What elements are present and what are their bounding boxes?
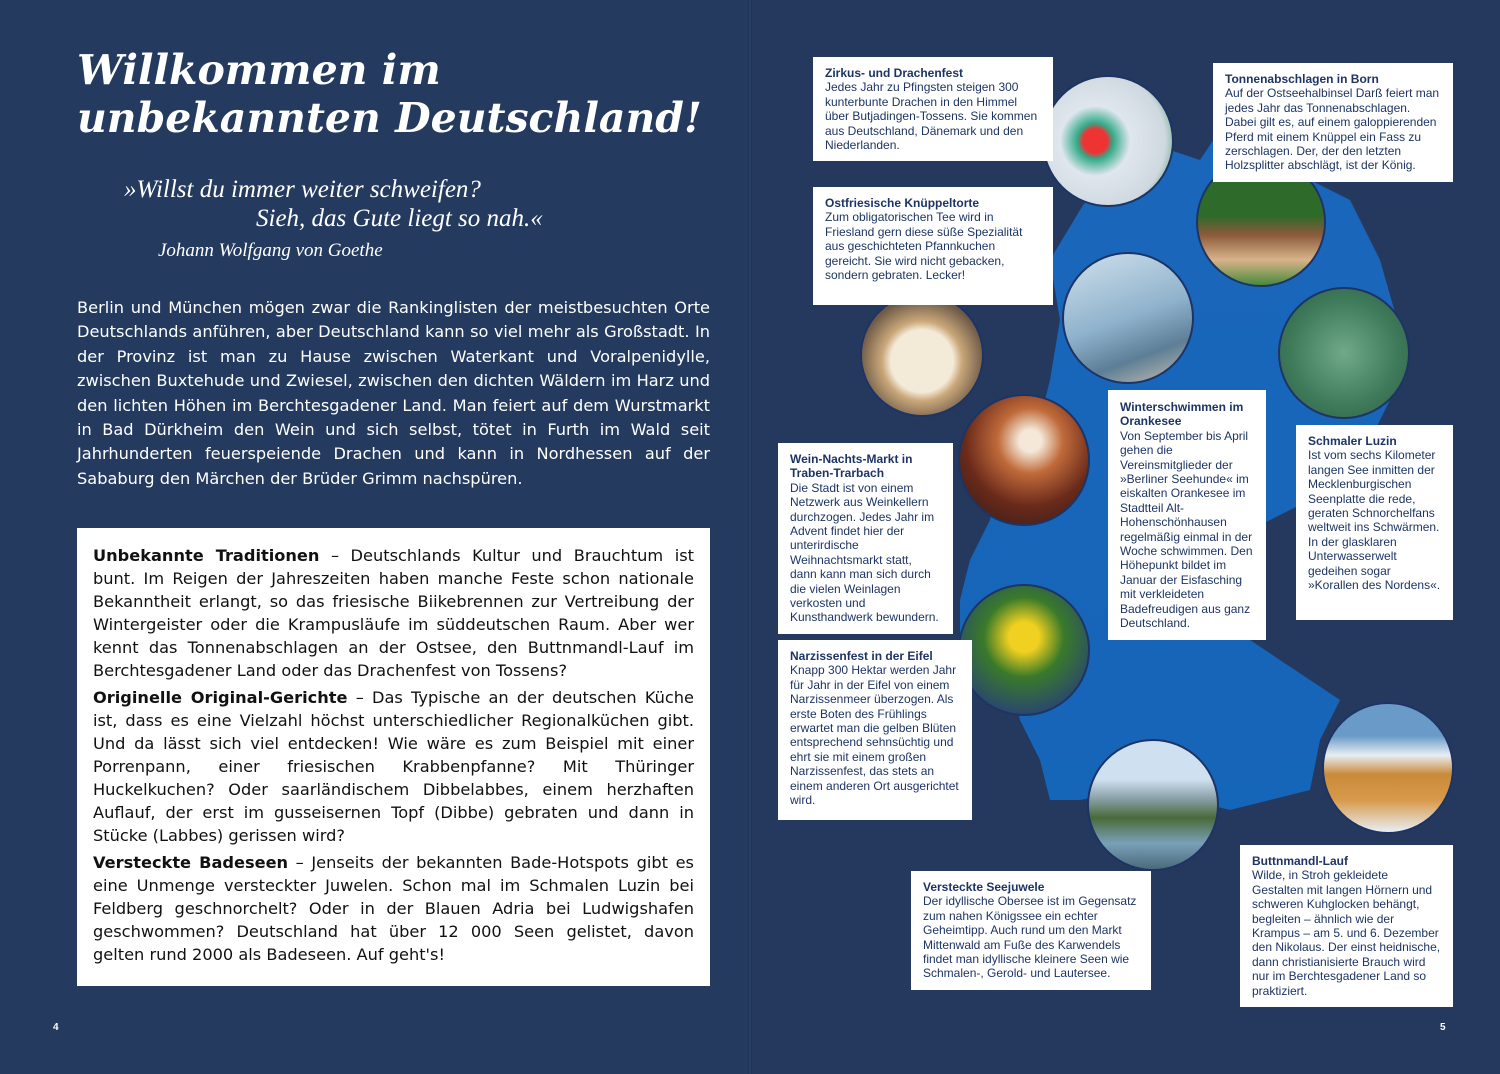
- card-schmaler-luzin: [1296, 425, 1453, 620]
- quote-line-2: Sieh, das Gute liegt so nah.«: [256, 205, 543, 232]
- info-heading: Originelle Original-Gerichte: [93, 688, 348, 707]
- info-paragraph: [93, 544, 694, 682]
- obersee-photo: [1087, 739, 1219, 871]
- card-title: Zirkus- und Drachenfest: [825, 66, 964, 80]
- card-wine-christmas-market: [778, 443, 953, 634]
- card-text: Zum obligatorischen Tee wird in Friesland gern diese süße Spezialität aus geschichteten Pfannkuchen gereicht. Sie wird nicht gebacken, sondern gebraten. Lecker!: [825, 210, 1023, 283]
- card-title: Wein-Nachts-Markt in Traben-Trarbach: [790, 452, 913, 481]
- card-title: Schmaler Luzin: [1308, 434, 1397, 448]
- info-box: [77, 528, 710, 986]
- page-title: [77, 46, 702, 142]
- card-daffodil-festival: [778, 640, 972, 820]
- card-text: Wilde, in Stroh gekleidete Gestalten mit langen Hörnern und schweren Kuhglocken behängt, begleiten – ähnlich wie der Krampus – am 5. und 6. Dezember den Nikolaus. Der einst heidnische, dann christianisierte Brauch wird nur im Berchtesgadener Land so praktiziert.: [1252, 868, 1441, 998]
- card-winter-swimming: [1108, 390, 1266, 640]
- card-kite-festival: [813, 57, 1053, 161]
- page-number: 5: [1440, 1022, 1446, 1033]
- title-line-2: unbekannten Deutschland!: [77, 94, 702, 142]
- kite-festival-photo: [1042, 75, 1174, 207]
- card-text: Ist vom sechs Kilometer langen See inmitten der Mecklenburgischen Seenplatte die rede, geraten Schnorchelfans weltweit ins Schwärmen. In der glasklaren Unterwasserwelt gedeihen sogar »Korallen des Nordens«.: [1308, 448, 1441, 593]
- card-hidden-lakes: [911, 871, 1151, 990]
- card-text: Knapp 300 Hektar werden Jahr für Jahr in der Eifel von einem Narzissenmeer überzogen. Als erste Boten des Frühlings erwartet man die gelben Blüten entsprechend sehnsüchtig und ehrt sie mit einem großen Narzissenfest, das stets an einem anderen Ort ausgerichtet wird.: [790, 663, 959, 808]
- card-title: Winterschwimmen im Orankesee: [1120, 400, 1244, 429]
- card-buttnmandl: [1240, 845, 1453, 1007]
- card-text: Jedes Jahr zu Pfingsten steigen 300 kunterbunte Drachen in den Himmel über Butjadingen-Tossens. Sie kommen aus Deutschland, Dänemark und den Niederlanden.: [825, 80, 1038, 153]
- card-kueppeltorte: [813, 187, 1053, 305]
- card-text: Von September bis April gehen die Vereinsmitglieder der »Berliner Seehunde« im eiskalten Orankesee im Stadtteil Alt-Hohenschönhausen regelmäßig einmal in der Woche schwimmen. Den Höhepunkt bildet im Januar der Eisfasching mit verkleideten Badefreudigen aus ganz Deutschland.: [1120, 428, 1253, 631]
- card-title: Buttnmandl-Lauf: [1252, 854, 1348, 868]
- page-number: 4: [53, 1022, 59, 1033]
- card-title: Tonnenabschlagen in Born: [1225, 72, 1379, 86]
- card-title: Narzissenfest in der Eifel: [790, 649, 933, 663]
- info-text: – Das Typische an der deutschen Küche ist, dass es eine Vielzahl höchst unterschiedlicher Regionalküchen gibt. Und da lässt sich viel entdecken! Wie wäre es zum Beispiel mit einer Porrenpann, einer friesischen Krabbenpfanne? Mit Thüringer Huckelkuchen? Oder saarländischem Dibbelabbes, einem herzhaften Auflauf, der erst im gusseisernen Topf (Dibbe) gebraten und dann in Stücke (Labbes) gerissen wird?: [93, 688, 695, 845]
- card-text: Die Stadt ist von einem Netzwerk aus Weinkellern durchzogen. Jedes Jahr im Advent findet hier der unterirdische Weihnachtsmarkt statt, dann kann man sich durch die vielen Weinlagen verkosten und Kunsthandwerk bewundern.: [790, 480, 939, 625]
- quote-author: Johann Wolfgang von Goethe: [158, 240, 383, 261]
- schmaler-luzin-photo: [1278, 287, 1410, 419]
- info-heading: Versteckte Badeseen: [93, 853, 289, 872]
- info-paragraph: [93, 686, 694, 847]
- daffodil-photo: [958, 584, 1090, 716]
- right-page: [750, 0, 1500, 1074]
- kueppeltorte-photo: [860, 293, 984, 417]
- card-text: Auf der Ostseehalbinsel Darß feiert man jedes Jahr das Tonnenabschlagen. Dabei gilt es, auf einem galoppierenden Pferd mit einem Knüppel ein Fass zu zerschlagen. Der, der den letzten Holzsplitter abschlägt, ist der König.: [1225, 86, 1440, 173]
- card-title: Versteckte Seejuwele: [923, 880, 1045, 894]
- info-heading: Unbekannte Traditionen: [93, 546, 320, 565]
- wine-christmas-market-photo: [958, 394, 1090, 526]
- card-title: Ostfriesische Knüppeltorte: [825, 196, 980, 210]
- intro-paragraph: Berlin und München mögen zwar die Rankinglisten der meistbesuchten Orte Deutschlands anführen, aber Deutschland kann so viel mehr als Großstadt. In der Provinz ist man zu Hause zwischen Waterkant und Voralpenidylle, zwischen Buxtehude und Zwiesel, zwischen den dichten Wäldern im Harz und den lichten Höhen im Berchtesgadener Land. Man feiert auf dem Wurstmarkt in Bad Dürkheim den Wein und sich selbst, tötet in Furth im Wald seit Jahrhunderten feuerspeiende Drachen und kann in Nordhessen auf der Sababurg den Märchen der Brüder Grimm nachspüren.: [77, 298, 710, 488]
- title-line-1: Willkommen im: [77, 46, 441, 94]
- buttnmandl-photo: [1322, 702, 1454, 834]
- winter-swimming-photo: [1062, 252, 1194, 384]
- info-paragraph: [93, 851, 694, 966]
- card-text: Der idyllische Obersee ist im Gegensatz zum nahen Königssee ein echter Geheimtipp. Auch rund um den Markt Mittenwald am Fuße des Karwendels findet man idyllische kleinere Seen wie Schmalen-, Gerold- und Lautersee.: [923, 894, 1137, 981]
- info-text: – Jenseits der bekannten Bade-Hotspots gibt es eine Unmenge versteckter Juwelen. Schon mal im Schmalen Luzin bei Feldberg geschnorchelt? Oder in der Blauen Adria bei Ludwigshafen geschwommen? Deutschland hat über 12 000 Seen gelistet, davon gelten rund 2000 als Badeseen. Auf geht's!: [93, 853, 694, 964]
- page-gutter: [748, 0, 752, 1074]
- card-tonnenabschlagen: [1213, 63, 1453, 182]
- info-text: – Deutschlands Kultur und Brauchtum ist bunt. Im Reigen der Jahreszeiten haben manche Feste schon nationale Bekanntheit erlangt, so das friesische Biikebrennen zur Vertreibung der Wintergeister oder die Krampusläufe im süddeutschen Raum. Aber wer kennt das Tonnenabschlagen an der Ostsee, den Buttnmandl-Lauf im Berchtesgadener Land oder das Drachenfest von Tossens?: [93, 546, 694, 680]
- quote-line-1: »Willst du immer weiter schweifen?: [124, 176, 481, 203]
